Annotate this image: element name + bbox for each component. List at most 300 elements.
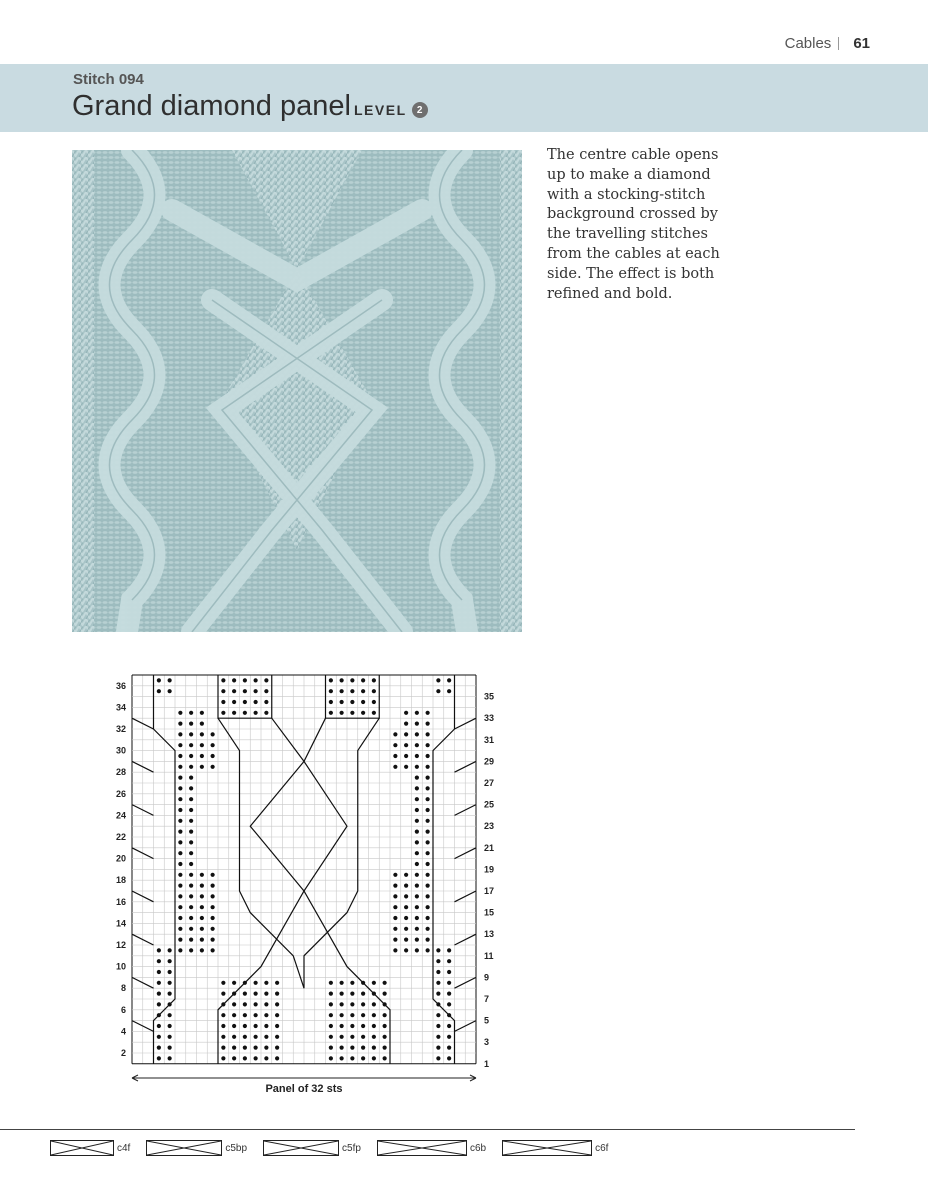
purl-dot (415, 765, 419, 769)
legend-label: c6f (595, 1142, 609, 1154)
purl-dot (372, 981, 376, 985)
purl-dot (426, 808, 430, 812)
row-number-left: 4 (120, 1026, 126, 1037)
purl-dot (264, 700, 268, 704)
purl-dot (232, 700, 236, 704)
purl-dot (393, 927, 397, 931)
purl-dot (426, 786, 430, 790)
purl-dot (361, 1013, 365, 1017)
purl-dot (447, 1035, 451, 1039)
purl-dot (178, 873, 182, 877)
purl-dot (340, 1024, 344, 1028)
purl-dot (436, 992, 440, 996)
purl-dot (254, 1024, 258, 1028)
purl-dot (329, 981, 333, 985)
purl-dot (350, 700, 354, 704)
title-band (0, 64, 928, 132)
purl-dot (372, 1013, 376, 1017)
purl-dot (415, 743, 419, 747)
purl-dot (189, 722, 193, 726)
purl-dot (254, 689, 258, 693)
purl-dot (415, 905, 419, 909)
purl-dot (426, 776, 430, 780)
row-number-right: 17 (484, 886, 495, 896)
purl-dot (426, 927, 430, 931)
legend-item-c6f (502, 1140, 608, 1156)
purl-dot (254, 1056, 258, 1060)
level-badge: 2 (412, 102, 428, 118)
purl-dot (383, 1024, 387, 1028)
purl-dot (340, 1035, 344, 1039)
purl-dot (404, 765, 408, 769)
purl-dot (232, 1013, 236, 1017)
row-number-left: 24 (115, 810, 126, 821)
purl-dot (200, 873, 204, 877)
row-number-right: 25 (484, 799, 495, 810)
purl-dot (189, 927, 193, 931)
purl-dot (189, 732, 193, 736)
purl-dot (372, 711, 376, 715)
purl-dot (404, 732, 408, 736)
purl-dot (221, 700, 225, 704)
purl-dot (243, 689, 247, 693)
purl-dot (168, 689, 172, 693)
purl-dot (243, 700, 247, 704)
purl-dot (232, 678, 236, 682)
purl-dot (361, 1035, 365, 1039)
cable-line (304, 718, 379, 988)
purl-dot (189, 765, 193, 769)
row-number-right: 9 (484, 972, 490, 983)
purl-dot (426, 754, 430, 758)
legend-item-c6b (377, 1140, 486, 1156)
purl-dot (254, 1002, 258, 1006)
row-number-left: 20 (115, 853, 126, 864)
purl-dot (178, 862, 182, 866)
purl-dot (415, 884, 419, 888)
row-number-left: 8 (120, 983, 126, 994)
purl-dot (426, 948, 430, 952)
purl-dot (168, 1024, 172, 1028)
row-number-left: 16 (115, 896, 126, 907)
cable-4-front-icon (50, 1140, 114, 1156)
purl-dot (243, 1002, 247, 1006)
legend-divider (0, 1129, 855, 1130)
purl-dot (189, 851, 193, 855)
row-number-left: 32 (115, 724, 126, 734)
purl-dot (329, 1013, 333, 1017)
row-number-left: 6 (120, 1004, 126, 1015)
purl-dot (350, 689, 354, 693)
purl-dot (361, 711, 365, 715)
purl-dot (168, 1056, 172, 1060)
purl-dot (178, 722, 182, 726)
purl-dot (178, 840, 182, 844)
legend-label: c6b (469, 1142, 487, 1154)
purl-dot (436, 1002, 440, 1006)
purl-dot (189, 938, 193, 942)
purl-dot (275, 1035, 279, 1039)
purl-dot (168, 948, 172, 952)
purl-dot (372, 992, 376, 996)
cable-6-front-icon (502, 1140, 592, 1156)
legend-label: c4f (117, 1142, 131, 1154)
purl-dot (189, 884, 193, 888)
purl-dot (426, 851, 430, 855)
purl-dot (157, 948, 161, 952)
legend-item-c4f (50, 1140, 130, 1156)
purl-dot (264, 981, 268, 985)
purl-dot (361, 678, 365, 682)
purl-dot (211, 732, 215, 736)
purl-dot (436, 1035, 440, 1039)
purl-dot (404, 905, 408, 909)
row-number-left: 18 (115, 875, 126, 886)
purl-dot (178, 905, 182, 909)
purl-dot (232, 1024, 236, 1028)
purl-dot (340, 711, 344, 715)
purl-dot (275, 1046, 279, 1050)
purl-dot (232, 981, 236, 985)
purl-dot (329, 1035, 333, 1039)
stitch-number: Stitch 094 (73, 71, 144, 88)
purl-dot (415, 711, 419, 715)
purl-dot (447, 1013, 451, 1017)
purl-dot (221, 1013, 225, 1017)
legend-item-c5fp (263, 1140, 361, 1156)
purl-dot (178, 894, 182, 898)
purl-dot (211, 948, 215, 952)
purl-dot (436, 1013, 440, 1017)
row-number-left: 10 (115, 961, 126, 972)
purl-dot (329, 1046, 333, 1050)
purl-dot (350, 1056, 354, 1060)
purl-dot (189, 711, 193, 715)
purl-dot (447, 981, 451, 985)
purl-dot (243, 1056, 247, 1060)
purl-dot (361, 700, 365, 704)
purl-dot (189, 808, 193, 812)
purl-dot (211, 743, 215, 747)
row-number-left: 30 (115, 745, 126, 756)
purl-dot (329, 689, 333, 693)
purl-dot (426, 873, 430, 877)
purl-dot (447, 1056, 451, 1060)
stitch-chart (100, 668, 520, 1100)
purl-dot (211, 765, 215, 769)
purl-dot (404, 948, 408, 952)
purl-dot (415, 873, 419, 877)
purl-dot (232, 1046, 236, 1050)
purl-dot (157, 1024, 161, 1028)
purl-dot (426, 840, 430, 844)
purl-dot (361, 981, 365, 985)
purl-dot (361, 1024, 365, 1028)
purl-dot (232, 689, 236, 693)
purl-dot (221, 1024, 225, 1028)
purl-dot (350, 711, 354, 715)
purl-dot (178, 830, 182, 834)
purl-dot (243, 1013, 247, 1017)
purl-dot (329, 1056, 333, 1060)
stitch-description: The centre cable opens up to make a diamond with a stocking-stitch background crossed by the travelling stitches from the cables at each side. The effect is both refined and bold. (547, 147, 720, 302)
purl-dot (436, 689, 440, 693)
purl-dot (361, 1002, 365, 1006)
swatch-photo (72, 150, 522, 632)
purl-dot (447, 970, 451, 974)
purl-dot (436, 678, 440, 682)
purl-dot (221, 689, 225, 693)
purl-dot (340, 1056, 344, 1060)
purl-dot (361, 992, 365, 996)
row-number-right: 23 (484, 821, 495, 832)
purl-dot (404, 894, 408, 898)
purl-dot (393, 948, 397, 952)
purl-dot (340, 700, 344, 704)
purl-dot (200, 905, 204, 909)
purl-dot (361, 689, 365, 693)
purl-dot (404, 722, 408, 726)
purl-dot (178, 743, 182, 747)
purl-dot (254, 1035, 258, 1039)
running-head (785, 33, 870, 53)
purl-dot (436, 959, 440, 963)
purl-dot (221, 1056, 225, 1060)
purl-dot (200, 754, 204, 758)
level-label: LEVEL (354, 102, 407, 118)
purl-dot (426, 938, 430, 942)
purl-dot (340, 1002, 344, 1006)
purl-dot (200, 732, 204, 736)
purl-dot (426, 722, 430, 726)
purl-dot (254, 700, 258, 704)
purl-dot (415, 927, 419, 931)
purl-dot (393, 743, 397, 747)
row-number-right: 19 (484, 864, 495, 875)
purl-dot (243, 1024, 247, 1028)
purl-dot (232, 1002, 236, 1006)
purl-dot (189, 830, 193, 834)
purl-dot (415, 819, 419, 823)
purl-dot (329, 992, 333, 996)
purl-dot (436, 948, 440, 952)
cable-5-front-purl-icon (263, 1140, 339, 1156)
purl-dot (157, 1035, 161, 1039)
purl-dot (221, 1002, 225, 1006)
purl-dot (415, 808, 419, 812)
purl-dot (157, 689, 161, 693)
row-number-right: 15 (484, 907, 495, 918)
purl-dot (447, 992, 451, 996)
purl-dot (404, 927, 408, 931)
purl-dot (426, 884, 430, 888)
purl-dot (393, 765, 397, 769)
purl-dot (178, 776, 182, 780)
row-number-left: 34 (115, 702, 126, 713)
purl-dot (393, 873, 397, 877)
purl-dot (415, 894, 419, 898)
purl-dot (264, 1046, 268, 1050)
purl-dot (211, 884, 215, 888)
row-number-right: 21 (484, 842, 495, 853)
purl-dot (157, 959, 161, 963)
purl-dot (211, 938, 215, 942)
purl-dot (275, 1013, 279, 1017)
row-number-right: 35 (484, 691, 495, 702)
purl-dot (178, 732, 182, 736)
row-number-left: 22 (115, 832, 126, 842)
level-indicator (354, 102, 428, 118)
purl-dot (329, 1002, 333, 1006)
row-number-left: 14 (115, 918, 126, 929)
purl-dot (393, 905, 397, 909)
purl-dot (168, 981, 172, 985)
purl-dot (178, 711, 182, 715)
purl-dot (221, 981, 225, 985)
purl-dot (329, 678, 333, 682)
row-number-right: 1 (484, 1058, 490, 1069)
purl-dot (426, 862, 430, 866)
purl-dot (415, 722, 419, 726)
row-number-right: 13 (484, 929, 495, 940)
purl-dot (415, 732, 419, 736)
purl-dot (275, 1056, 279, 1060)
purl-dot (340, 678, 344, 682)
purl-dot (168, 1013, 172, 1017)
symbol-legend (50, 1138, 624, 1158)
row-number-left: 28 (115, 767, 126, 778)
purl-dot (168, 992, 172, 996)
purl-dot (275, 1002, 279, 1006)
purl-dot (275, 981, 279, 985)
purl-dot (264, 1013, 268, 1017)
purl-dot (189, 905, 193, 909)
purl-dot (243, 981, 247, 985)
purl-dot (350, 981, 354, 985)
purl-dot (383, 981, 387, 985)
purl-dot (447, 959, 451, 963)
purl-dot (404, 743, 408, 747)
purl-dot (200, 948, 204, 952)
purl-dot (372, 700, 376, 704)
purl-dot (340, 981, 344, 985)
header-divider (838, 37, 839, 50)
purl-dot (189, 743, 193, 747)
purl-dot (426, 743, 430, 747)
purl-dot (436, 1024, 440, 1028)
purl-dot (189, 873, 193, 877)
purl-dot (254, 981, 258, 985)
purl-dot (232, 1056, 236, 1060)
purl-dot (221, 992, 225, 996)
purl-dot (254, 678, 258, 682)
purl-dot (404, 754, 408, 758)
purl-dot (393, 884, 397, 888)
purl-dot (221, 1046, 225, 1050)
purl-dot (372, 1002, 376, 1006)
legend-item-c5bp (146, 1140, 247, 1156)
purl-dot (404, 873, 408, 877)
purl-dot (264, 1056, 268, 1060)
purl-dot (393, 732, 397, 736)
purl-dot (189, 862, 193, 866)
purl-dot (264, 711, 268, 715)
purl-dot (404, 884, 408, 888)
row-number-left: 36 (115, 680, 126, 691)
purl-dot (178, 851, 182, 855)
purl-dot (178, 754, 182, 758)
purl-dot (157, 981, 161, 985)
purl-dot (178, 948, 182, 952)
purl-dot (254, 992, 258, 996)
purl-dot (157, 992, 161, 996)
chart-grid (100, 668, 520, 1100)
purl-dot (329, 700, 333, 704)
purl-dot (426, 797, 430, 801)
purl-dot (157, 970, 161, 974)
purl-dot (254, 1046, 258, 1050)
legend-label: c5bp (225, 1142, 248, 1154)
purl-dot (383, 1002, 387, 1006)
purl-dot (200, 894, 204, 898)
purl-dot (189, 819, 193, 823)
purl-dot (415, 830, 419, 834)
purl-dot (426, 765, 430, 769)
purl-dot (211, 873, 215, 877)
purl-dot (415, 938, 419, 942)
purl-dot (447, 678, 451, 682)
purl-dot (157, 1002, 161, 1006)
purl-dot (232, 1035, 236, 1039)
purl-dot (393, 894, 397, 898)
purl-dot (221, 678, 225, 682)
row-number-right: 33 (484, 713, 495, 724)
purl-dot (350, 1002, 354, 1006)
purl-dot (243, 678, 247, 682)
purl-dot (340, 1013, 344, 1017)
row-number-left: 26 (115, 788, 126, 799)
purl-dot (264, 1002, 268, 1006)
purl-dot (415, 797, 419, 801)
purl-dot (200, 743, 204, 747)
stitch-title: Grand diamond panel (72, 90, 351, 122)
purl-dot (372, 1024, 376, 1028)
purl-dot (243, 711, 247, 715)
purl-dot (200, 916, 204, 920)
purl-dot (436, 970, 440, 974)
purl-dot (254, 1013, 258, 1017)
purl-dot (157, 1056, 161, 1060)
purl-dot (178, 819, 182, 823)
purl-dot (372, 1035, 376, 1039)
purl-dot (436, 981, 440, 985)
purl-dot (264, 992, 268, 996)
purl-dot (211, 905, 215, 909)
purl-dot (189, 754, 193, 758)
purl-dot (200, 722, 204, 726)
purl-dot (340, 689, 344, 693)
purl-dot (178, 884, 182, 888)
purl-dot (404, 938, 408, 942)
purl-dot (178, 938, 182, 942)
purl-dot (415, 776, 419, 780)
purl-dot (372, 689, 376, 693)
purl-dot (415, 754, 419, 758)
purl-dot (178, 927, 182, 931)
purl-dot (168, 970, 172, 974)
purl-dot (264, 1035, 268, 1039)
row-number-right: 29 (484, 756, 495, 767)
